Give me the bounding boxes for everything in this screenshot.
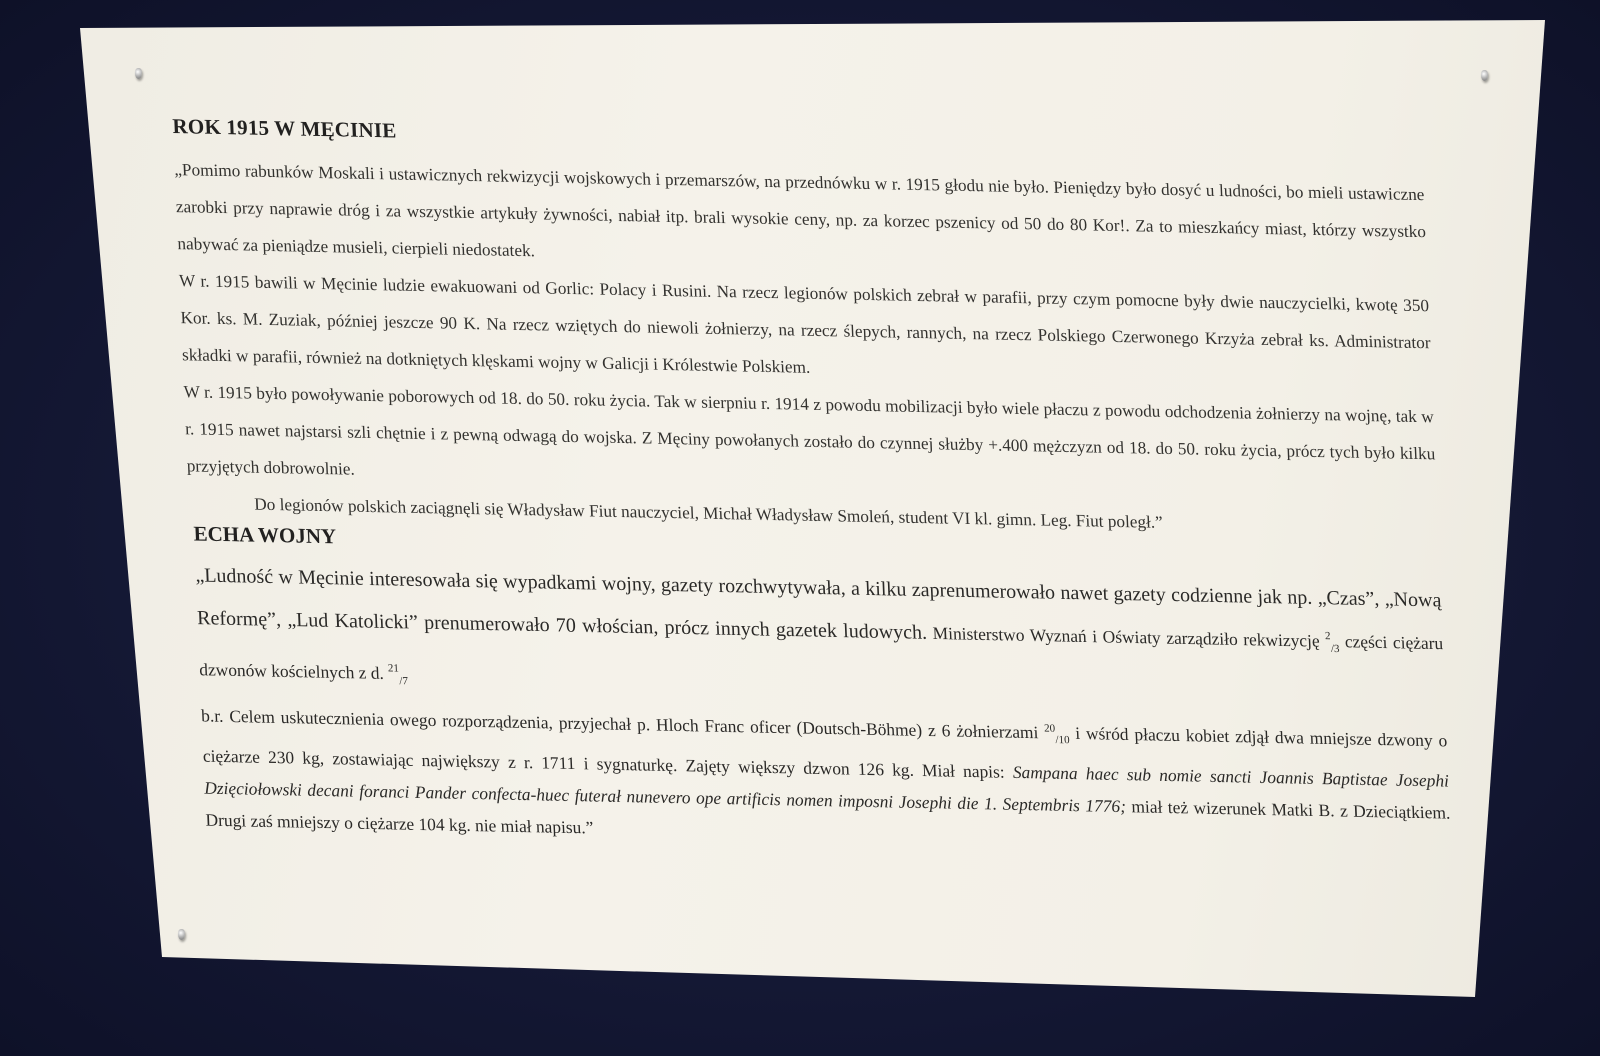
paragraph-4: Do legionów polskich zaciągnęli się Władysław Fiut nauczyciel, Michał Władysław Smoleń, student VI kl. gimn. Leg. Fiut poległ.” bbox=[253, 494, 1164, 532]
fraction-2-denominator: /7 bbox=[399, 674, 409, 688]
officer-text: b.r. Celem uskutecznienia owego rozporządzenia, przyjechał p. Hloch Franc oficer (Doutsch-Böhme) z 6 żołnierzami bbox=[200, 705, 1045, 743]
bells-text: części ciężaru dzwonów kościelnych z d. bbox=[198, 631, 1444, 683]
heading-echa-wojny: ECHA WOJNY bbox=[193, 521, 337, 549]
paragraph-newspapers bbox=[195, 556, 1447, 720]
fraction-3-denominator: /10 bbox=[1055, 734, 1070, 747]
newspapers-text: „Ludność w Męcinie interesowała się wypadkami wojny, gazety rozchwytywała, a kilku zaprenumerowało nawet gazety codzienne jak np. „Czas”, „Nową Reformę”, „Lud Katolicki” prenumerowało 70 włościan, prócz innych gazetek ludowych. bbox=[194, 564, 1442, 644]
pin-top-right-icon bbox=[1481, 70, 1488, 81]
pin-top-left-icon bbox=[135, 68, 142, 79]
paragraph-2: W r. 1915 bawili w Męcinie ludzie ewakuowani od Gorlic: Polacy i Rusini. Na rzecz legionów polskich zebrał w parafii, przy czym pomocne były dwie nauczycielki, kwotę 350 Kor. ks. M. Zuziak, później jeszcze 90 K. Na rzecz wziętych do niewoli żołnierzy, na rzecz ślepych, rannych, na rzecz Polskiego Czerwonego Krzyża zebrał ks. Administrator składki w parafii, również na dotkniętych klęskami wojny w Galicji i Królestwie Polskiem. bbox=[178, 271, 1431, 377]
fraction-1-numerator: 2 bbox=[1324, 630, 1331, 643]
board-text bbox=[172, 114, 1452, 860]
section-rok-1915 bbox=[174, 151, 1440, 546]
section-echa-wojny bbox=[195, 556, 1453, 860]
removal-text: i wśród płaczu kobiet zdjął dwa mniejsze dzwony o ciężarze 230 kg, zostawiając największy z r. 1711 i sygnaturkę. Zajęty większy dzwon 126 kg. Miał napis: bbox=[202, 723, 1448, 782]
pin-bottom-left-icon bbox=[178, 929, 185, 940]
fraction-3-numerator: 20 bbox=[1043, 722, 1056, 736]
paragraph-3: W r. 1915 było powoływanie poborowych od 18. do 50. roku życia. Tak w sierpniu r. 1914 z powodu mobilizacji było wiele płaczu z powodu odchodzenia żołnierzy na wojnę, tak w r. 1915 nawet najstarsi szli chętnie i z pewną odwagą do wojska. Z Męciny powołanych zostało do czynnej służby +.400 mężczyzn od 18. do 50. roku życia, prócz tych było kilku przyjętych dobrowolnie. bbox=[183, 382, 1436, 479]
closing-text: miał też wizerunek Matki B. z Dzieciątkiem. Drugi zaś mniejszy o ciężarze 104 kg. nie miał napisu.” bbox=[205, 795, 1451, 838]
heading-rok-1915: ROK 1915 W MĘCINIE bbox=[172, 114, 397, 143]
fraction-2-numerator: 21 bbox=[387, 661, 400, 675]
fraction-1-denominator: /3 bbox=[1330, 642, 1340, 656]
bell-inscription: Sampana haec sub nomie sancti Joannis Baptistae Josephi Dzięciołowski decani foranci Pander confecta-huec futerał nunevero ope artificis nomen imposni Josephi die 1. Septembris 1776; bbox=[203, 761, 1450, 816]
paragraph-1: „Pomimo rabunków Moskali i ustawicznych rekwizycji wojskowych i przemarszów, na przednówku w r. 1915 głodu nie było. Pieniędzy było dosyć u ludności, bo mieli ustawiczne zarobki przy naprawie dróg i za wszystkie artykuły żywności, nabiał itp. brali wysokie ceny, np. za korzec pszenicy od 50 do 80 Kor!. Za to mieszkańcy miast, którzy wszystko nabywać za pieniądze musieli, cierpieli niedostatek. bbox=[173, 160, 1427, 261]
requisition-text: Ministerstwo Wyznań i Oświaty zarządziło rekwizycję bbox=[926, 622, 1326, 651]
paragraph-bells bbox=[200, 696, 1452, 860]
